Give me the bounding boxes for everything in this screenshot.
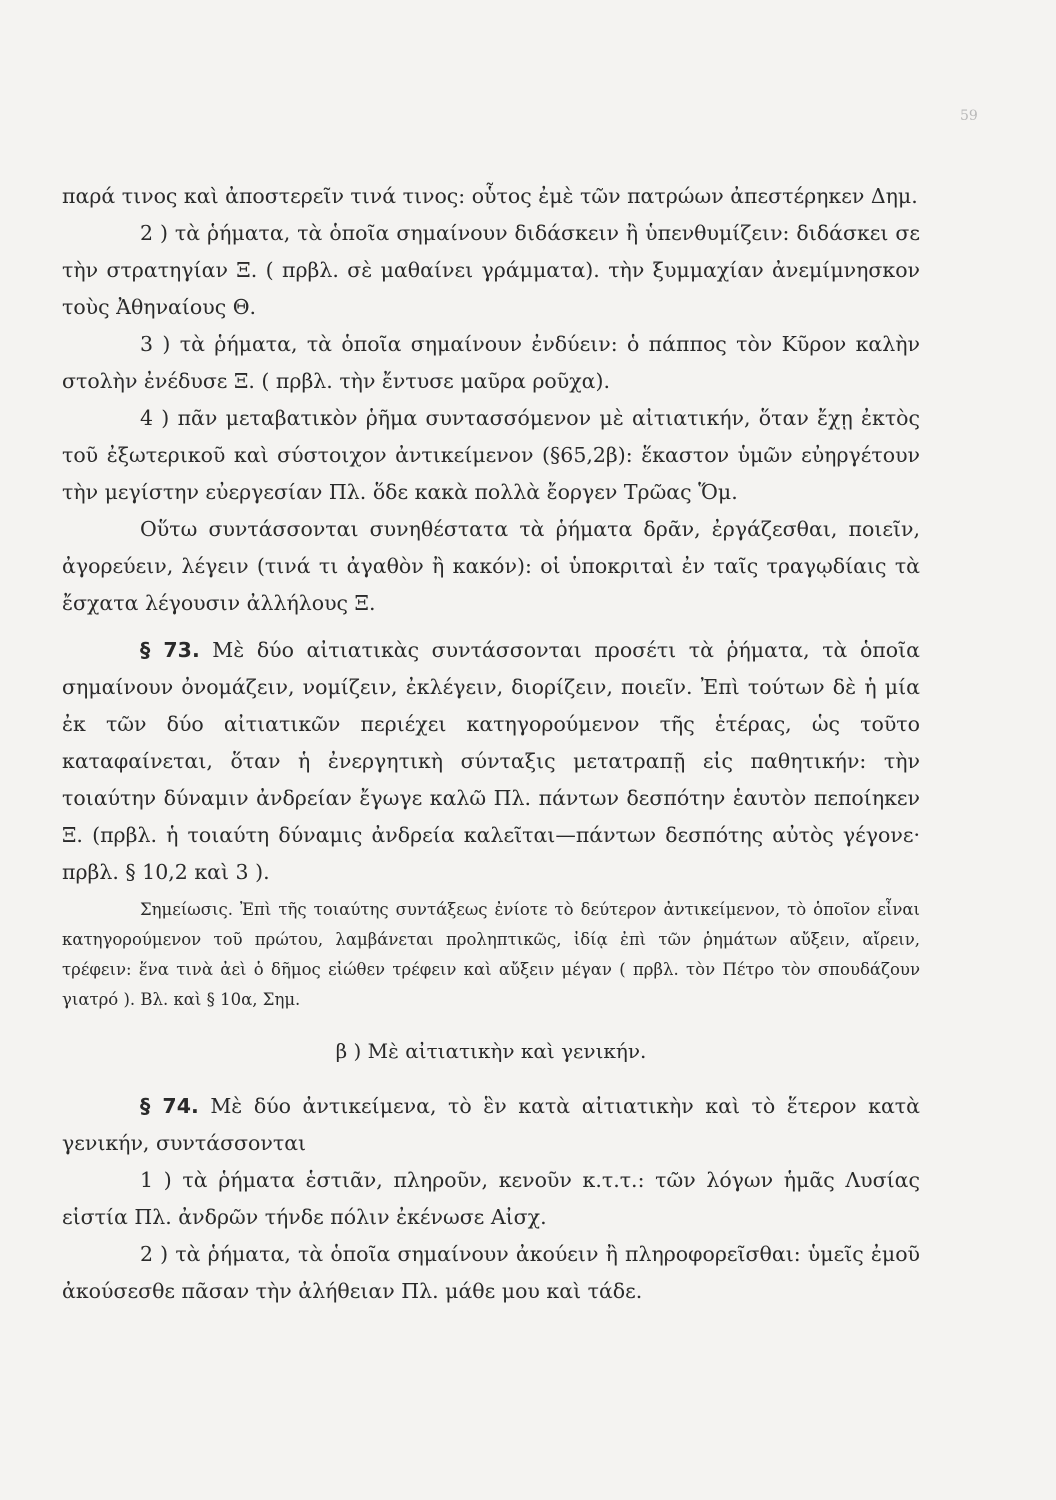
paragraph-section-73 — [62, 632, 920, 891]
paragraph-item-2: 2 ) τὰ ῥήματα, τὰ ὁποῖα σημαίνουν διδάσκειν ἢ ὑπενθυμίζειν: διδάσκει σε τὴν στρατηγίαν Ξ. ( πρβλ. σὲ μαθαίνει γράμματα). τὴν ξυμμαχίαν ἀνεμίμνησκον τοὺς Ἀθηναίους Θ. — [62, 221, 920, 319]
paragraph-continuation: παρά τινος καὶ ἀποστερεῖν τινά τινος: οὗτος ἐμὲ τῶν πατρώων ἀπεστέρηκεν Δημ. — [62, 184, 918, 208]
paragraph-outw: Οὕτω συντάσσονται συνηθέστατα τὰ ῥήματα δρᾶν, ἐργάζεσθαι, ποιεῖν, ἀγορεύειν, λέγειν (τινά τι ἀγαθὸν ἢ κακόν): οἱ ὑποκριταὶ ἐν ταῖς τραγῳδίαις τὰ ἔσχατα λέγουσιν ἀλλήλους Ξ. — [62, 517, 920, 615]
paragraph-section-74 — [62, 1088, 920, 1162]
page-number: 59 — [960, 108, 978, 124]
subsection-heading: β ) Μὲ αἰτιατικὴν καὶ γενικήν. — [335, 1039, 647, 1063]
paragraph-74-item-1: 1 ) τὰ ῥήματα ἑστιᾶν, πληροῦν, κενοῦν κ.τ.τ.: τῶν λόγων ἡμᾶς Λυσίας εἱστία Πλ. ἀνδρῶν τήνδε πόλιν ἐκένωσε Αἰσχ. — [62, 1168, 920, 1229]
section-74-text: Μὲ δύο ἀντικείμενα, τὸ ἓν κατὰ αἰτιατικὴν καὶ τὸ ἕτερον κατὰ γενικήν, συντάσσονται — [62, 1094, 920, 1155]
page-body — [62, 178, 920, 1310]
paragraph-item-4: 4 ) πᾶν μεταβατικὸν ῥῆμα συντασσόμενον μὲ αἰτιατικήν, ὅταν ἔχῃ ἐκτὸς τοῦ ἐξωτερικοῦ καὶ σύστοιχον ἀντικείμενον (§65,2β): ἕκαστον ὑμῶν εὐηργέτουν τὴν μεγίστην εὐεργεσίαν Πλ. ὅδε κακὰ πολλὰ ἔοργεν Τρῶας Ὅμ. — [62, 406, 920, 504]
note-paragraph: Σημείωσις. Ἐπὶ τῆς τοιαύτης συντάξεως ἐνίοτε τὸ δεύτερον ἀντικείμενον, τὸ ὁποῖον εἶναι κατηγορούμενον τοῦ πρώτου, λαμβάνεται προληπτικῶς, ἰδίᾳ ἐπὶ τῶν ῥημάτων αὔξειν, αἴρειν, τρέφειν: ἕνα τινὰ ἀεὶ ὁ δῆμος εἰώθεν τρέφειν καὶ αὔξειν μέγαν ( πρβλ. τὸν Πέτρο τὸν σπουδάζουν γιατρό ). Βλ. καὶ § 10α, Σημ. — [62, 900, 920, 1009]
paragraph-item-3: 3 ) τὰ ῥήματα, τὰ ὁποῖα σημαίνουν ἐνδύειν: ὁ πάππος τὸν Κῦρον καλὴν στολὴν ἐνέδυσε Ξ. ( πρβλ. τὴν ἔντυσε μαῦρα ροῦχα). — [62, 332, 920, 393]
section-number-74: § 74. — [140, 1094, 199, 1118]
section-73-text: Μὲ δύο αἰτιατικὰς συντάσσονται προσέτι τὰ ῥήματα, τὰ ὁποῖα σημαίνουν ὀνομάζειν, νομίζειν, ἐκλέγειν, διορίζειν, ποιεῖν. Ἐπὶ τούτων δὲ ἡ μία ἐκ τῶν δύο αἰτιατικῶν περιέχει κατηγορούμενον τῆς ἑτέρας, ὡς τοῦτο καταφαίνεται, ὅταν ἡ ἐνεργητικὴ σύνταξις μετατραπῇ εἰς παθητικήν: τὴν τοιαύτην δύναμιν ἀνδρείαν ἔγωγε καλῶ Πλ. πάντων δεσπότην ἑαυτὸν πεποίηκεν Ξ. (πρβλ. ἡ τοιαύτη δύναμις ἀνδρεία καλεῖται—πάντων δεσπότης αὐτὸς γέγονε· πρβλ. § 10,2 καὶ 3 ). — [62, 638, 920, 884]
section-number-73: § 73. — [140, 638, 200, 662]
paragraph-74-item-2: 2 ) τὰ ῥήματα, τὰ ὁποῖα σημαίνουν ἀκούειν ἢ πληροφορεῖσθαι: ὑμεῖς ἐμοῦ ἀκούσεσθε πᾶσαν τὴν ἀλήθειαν Πλ. μάθε μου καὶ τάδε. — [62, 1242, 920, 1303]
